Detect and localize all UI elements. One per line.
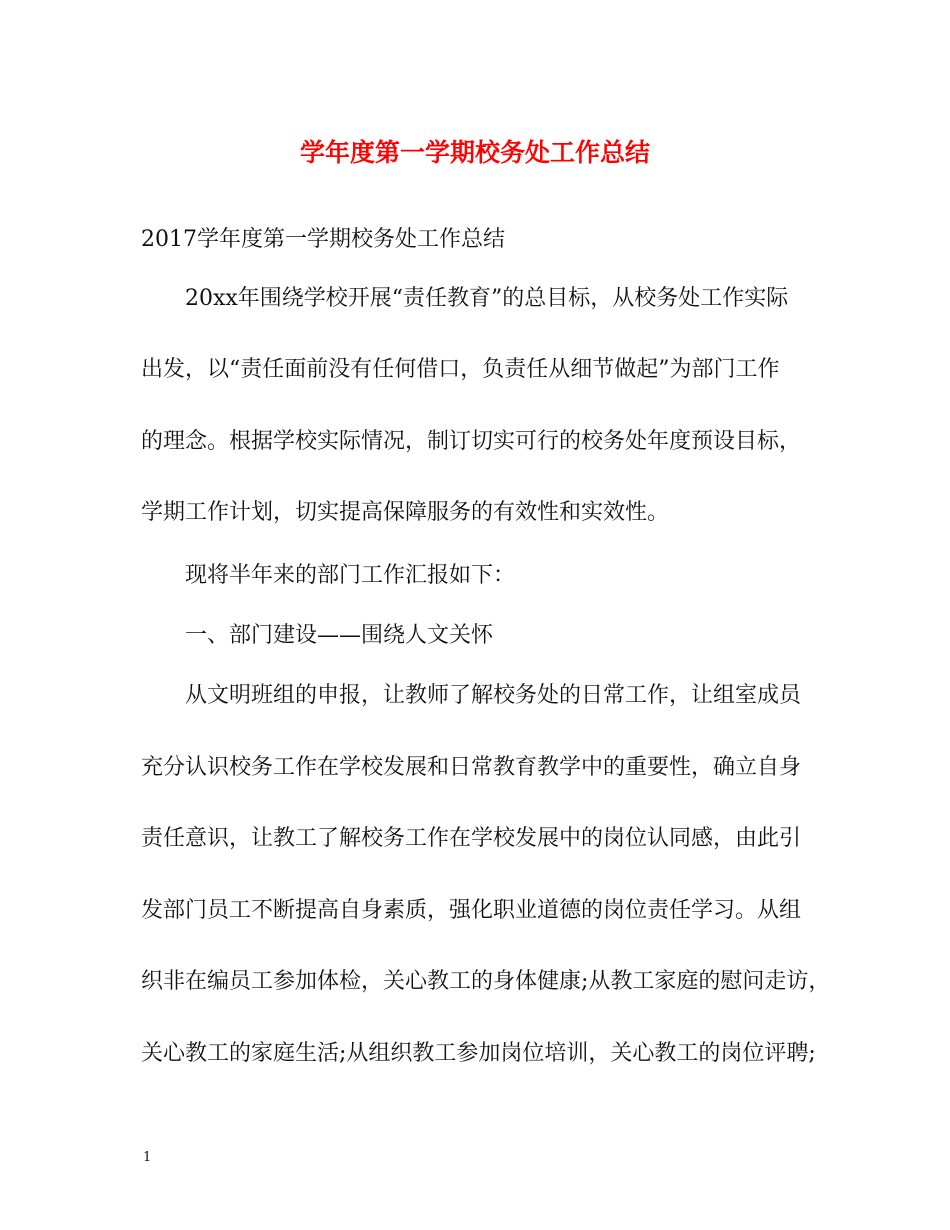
paragraph-line: 责任意识，让教工了解校务工作在学校发展中的岗位认同感，由此引 xyxy=(141,826,802,851)
page-number: 1 xyxy=(143,1150,152,1165)
paragraph-line: 关心教工的家庭生活;从组织教工参加岗位培训，关心教工的岗位评聘; xyxy=(141,1041,816,1066)
paragraph-line: 现将半年来的部门工作汇报如下： xyxy=(185,563,516,588)
paragraph-line: 充分认识校务工作在学校发展和日常教育教学中的重要性，确立自身 xyxy=(141,755,802,780)
paragraph-line: 发部门员工不断提高自身素质，强化职业道德的岗位责任学习。从组 xyxy=(141,898,802,923)
document-title: 学年度第一学期校务处工作总结 xyxy=(299,138,650,167)
document-subtitle: 2017学年度第一学期校务处工作总结 xyxy=(141,227,505,252)
paragraph-line: 的理念。根据学校实际情况，制订切实可行的校务处年度预设目标， xyxy=(141,429,802,454)
paragraph-line: 20xx年围绕学校开展“责任教育”的总目标，从校务处工作实际 xyxy=(185,286,789,311)
paragraph-line: 出发，以“责任面前没有任何借口，负责任从细节做起”为部门工作 xyxy=(141,357,780,382)
paragraph-line: 织非在编员工参加体检，关心教工的身体健康;从教工家庭的慰问走访， xyxy=(141,969,831,994)
paragraph-line: 学期工作计划，切实提高保障服务的有效性和实效性。 xyxy=(141,500,670,525)
paragraph-line: 从文明班组的申报，让教师了解校务处的日常工作，让组室成员 xyxy=(185,683,802,708)
section-heading: 一、部门建设——围绕人文关怀 xyxy=(185,623,494,648)
